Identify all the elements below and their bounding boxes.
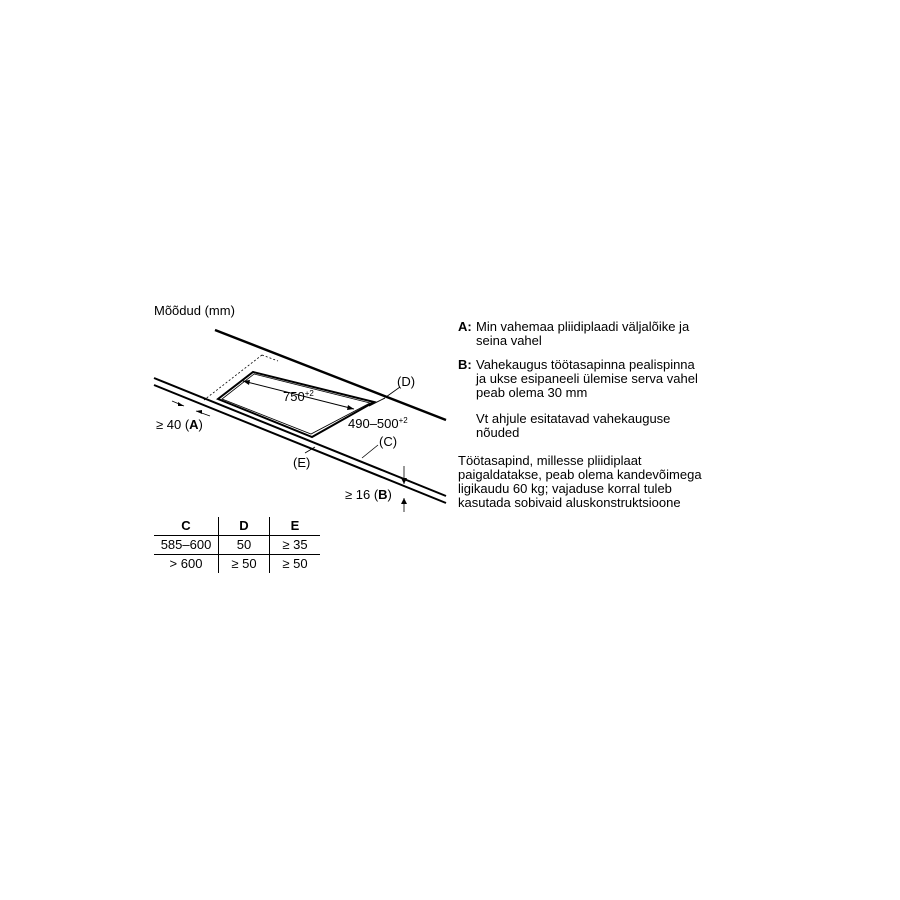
installation-dimensions-panel (150, 298, 748, 600)
table-cell: 50 (219, 536, 270, 555)
notes-column (458, 320, 748, 520)
label-a-suffix: ) (198, 417, 203, 432)
label-e: (E) (293, 455, 311, 470)
cutout-diagram (150, 298, 450, 518)
label-b-key: B (378, 487, 388, 502)
arrowhead-icon (401, 498, 407, 504)
table-row (154, 536, 320, 555)
note-b (458, 358, 748, 400)
label-width (283, 389, 314, 404)
label-depth (348, 416, 408, 431)
note-b-key: B: (458, 357, 472, 372)
note-worktop: Töötasapind, millesse pliidiplaat paigaldatakse, peab olema kandevõimega ligikaudu 60 kg; vajaduse korral tuleb kasutada sobivaid aluskonstruktsioone (458, 453, 702, 510)
label-a-key: A (189, 417, 199, 432)
width-tolerance: +2 (304, 389, 314, 398)
table-cell: ≥ 50 (219, 555, 270, 574)
table-cell: ≥ 50 (270, 555, 321, 574)
arrowhead-icon (401, 478, 407, 484)
arrowhead-icon (196, 410, 202, 414)
label-b-prefix: ≥ 16 ( (345, 487, 379, 502)
note-b-text: Vahekaugus töötasapinna pealispinna ja ukse esipaneeli ülemise serva vahel peab olema 30 mm (476, 357, 698, 400)
width-value: 750 (283, 389, 305, 404)
label-c: (C) (379, 434, 398, 449)
label-b-suffix: ) (387, 487, 392, 502)
table-header-d: D (219, 517, 270, 536)
note-a-key: A: (458, 319, 472, 334)
table-header-c: C (181, 518, 191, 533)
wall-reference-dashed (204, 355, 262, 400)
table-row (154, 555, 320, 574)
label-a (156, 417, 203, 432)
table-cell: ≥ 35 (270, 536, 321, 555)
label-d: (D) (397, 374, 416, 389)
label-a-prefix: ≥ 40 ( (156, 417, 190, 432)
note-oven: Vt ahjule esitatavad vahekauguse nõuded (476, 411, 671, 440)
c-leader-line (362, 445, 378, 458)
table-header-row (154, 517, 320, 536)
label-b (345, 487, 392, 502)
note-a (458, 320, 748, 348)
wall-reference-dashed (262, 355, 278, 361)
depth-tolerance: +2 (398, 416, 408, 425)
depth-value: 490–500 (348, 416, 399, 431)
dimensions-table (154, 517, 320, 573)
table-header-e: E (270, 517, 321, 536)
diagram-title: Mõõdud (mm) (154, 303, 235, 318)
table-cell: > 600 (169, 556, 203, 571)
table-cell: 585–600 (160, 537, 212, 552)
note-a-text: Min vahemaa pliidiplaadi väljalõike ja seina vahel (476, 319, 690, 348)
